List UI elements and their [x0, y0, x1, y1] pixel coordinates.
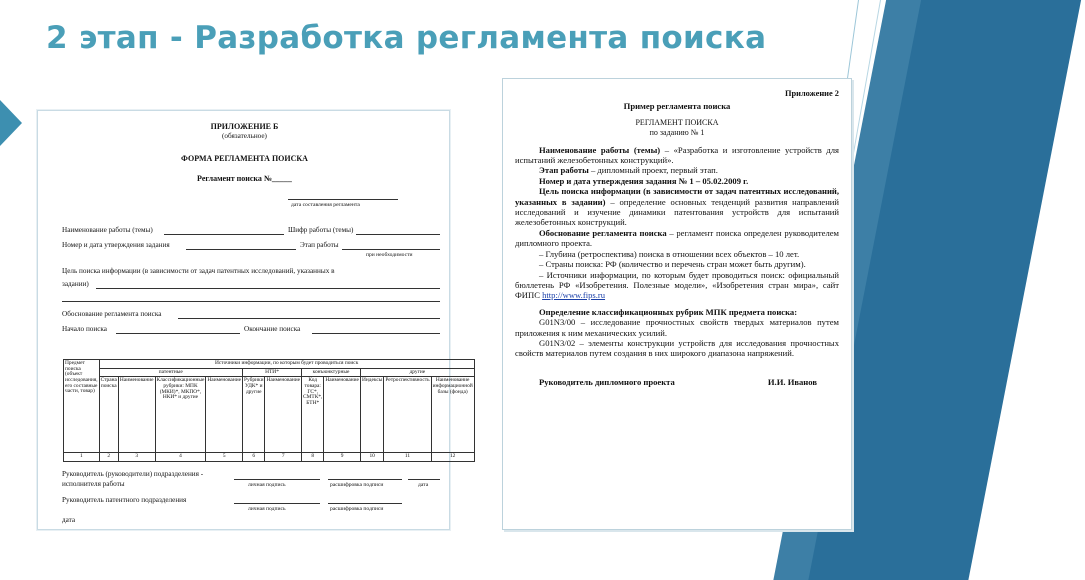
example-p1: Наименование работы (темы) – «Разработка и изготовление устройств для испытаний железобетонных конструкций». — [515, 144, 839, 166]
sign-name: И.И. Иванов — [767, 376, 817, 387]
form-title: ФОРМА РЕГЛАМЕНТА ПОИСКА — [181, 154, 308, 163]
col-subject: Предмет поиска (объект исследования, его составные части, товар) — [64, 360, 100, 453]
table-cell: 12 — [431, 453, 474, 462]
example-p5: Обоснование регламента поиска – регламент поиска определен руководителем дипломного проекта. — [515, 227, 839, 249]
example-appendix: Приложение 2 — [784, 89, 839, 98]
sign-caption-signature: личная подпись — [248, 482, 286, 488]
col-other-name: Наименование — [324, 377, 361, 453]
table-cell: 6 — [243, 453, 265, 462]
example-p7: – Страны поиска: РФ (количество и перечень стран может быть другим). — [539, 259, 806, 270]
goal-label-2: задании) — [62, 280, 89, 288]
start-label: Начало поиска — [62, 325, 107, 333]
col-ntd-name: Наименование — [206, 377, 243, 453]
table-cell: 11 — [384, 453, 431, 462]
table-cell: 9 — [324, 453, 361, 462]
col-retro: Ретроспективность — [384, 377, 431, 453]
sign2-date: дата — [62, 516, 76, 524]
col-udk: Рубрики УДК* и другие — [243, 377, 265, 453]
group-patent: патентные — [99, 368, 242, 377]
assign-no-label: Номер и дата утверждения задания — [62, 241, 170, 249]
example-p11: G01N3/02 – элементы конструкции устройств для исследования прочностных свойств материалов путем создания в них широкого диапазона напряжений. — [515, 337, 839, 359]
table-cell: 1 — [64, 453, 100, 462]
col-name-info: Наименование информационной базы (фонда) — [431, 377, 474, 453]
col-index: Индексы — [360, 377, 383, 453]
sign1-label-2: исполнителя работы — [62, 480, 125, 488]
table-cell: 7 — [265, 453, 302, 462]
table-cell: 10 — [360, 453, 383, 462]
group-ntd: НТИ* — [243, 368, 302, 377]
example-p2: Этап работы – дипломный проект, первый этап. — [539, 165, 718, 176]
stage-label: Этап работы — [300, 241, 339, 249]
table-cell: 2 — [99, 453, 118, 462]
col-name: Наименование — [118, 377, 155, 453]
sources-table — [63, 359, 475, 462]
work-name-label: Наименование работы (темы) — [62, 226, 153, 234]
slide-arrow-icon — [0, 100, 22, 146]
fips-link[interactable]: http://www.fips.ru — [542, 290, 606, 301]
example-p3: Номер и дата утверждения задания № 1 – 05.02.2009 г. — [539, 175, 749, 186]
group-conj: конъюнктурные — [302, 368, 361, 377]
justification-label: Обоснование регламента поиска — [62, 310, 162, 318]
sign-caption-date: дата — [418, 482, 429, 488]
col-mpk: Классификационные рубрики: МПК (МКИ)*, МКПО*, НКИ* и другие — [155, 377, 206, 453]
form-reglament-no: Регламент поиска №_____ — [197, 174, 292, 183]
group-sources: Источники информации, по которым будет проводиться поиск — [99, 360, 474, 369]
sign2-caption-decode: расшифровка подписи — [330, 506, 384, 512]
if-needed-caption: при необходимости — [366, 252, 413, 258]
example-heading: Пример регламента поиска — [623, 101, 731, 112]
form-appendix: ПРИЛОЖЕНИЕ Б — [210, 122, 279, 131]
goal-label: Цель поиска информации (в зависимости от задач патентных исследований, указанных в — [62, 267, 335, 275]
example-p6: – Глубина (ретроспектива) поиска в отношении всех объектов – 10 лет. — [539, 248, 800, 259]
table-cell: 3 — [118, 453, 155, 462]
example-document-page — [502, 78, 852, 530]
example-p8: – Источники информации, по которым будет проводиться поиск: официальный бюллетень РФ «Изобретения. Полезные модели», «Изобретения стран мира», сайт ФИПС http://www.fips.ru — [515, 269, 839, 301]
table-cell: 4 — [155, 453, 206, 462]
col-country: Страна поиска — [99, 377, 118, 453]
end-label: Окончание поиска — [244, 325, 301, 333]
form-appendix-note: (обязательное) — [222, 132, 267, 140]
example-signature — [515, 377, 839, 387]
example-p9: Определение классификационных рубрик МПК предмета поиска: — [539, 306, 798, 317]
sign2-caption-signature: личная подпись — [248, 506, 286, 512]
sign2-label: Руководитель патентного подразделения — [62, 496, 187, 504]
work-code-label: Шифр работы (темы) — [288, 226, 354, 234]
example-p4: Цель поиска информации (в зависимости от задач патентных исследований, указанных в задании) – определение основных тенденций развития направлений исследований и изучение динамики патентования устройств для испытаний железобетонных конструкций. — [515, 186, 839, 228]
slide-title: 2 этап - Разработка регламента поиска — [46, 20, 767, 56]
sign1-label: Руководитель (руководители) подразделения - — [62, 470, 204, 478]
table-cell: 8 — [302, 453, 324, 462]
col-conj-name: Наименование — [265, 377, 302, 453]
table-number-row — [64, 453, 475, 462]
example-sub2: по заданию № 1 — [649, 128, 705, 138]
example-p10: G01N3/00 – исследование прочностных свойств твердых материалов путем приложения к ним механических усилий. — [515, 317, 839, 338]
group-other: другие — [360, 368, 474, 377]
sign-caption-decode: расшифровка подписи — [330, 482, 384, 488]
table-cell: 5 — [206, 453, 243, 462]
form-document-page — [37, 110, 473, 530]
example-sub1: РЕГЛАМЕНТ ПОИСКА — [635, 117, 719, 127]
col-codes: Код товара: ГС*, СМТК*, БТН* — [302, 377, 324, 453]
date-line — [288, 199, 398, 200]
sign-role: Руководитель дипломного проекта — [539, 376, 675, 387]
date-caption: дата составления регламента — [291, 202, 360, 208]
